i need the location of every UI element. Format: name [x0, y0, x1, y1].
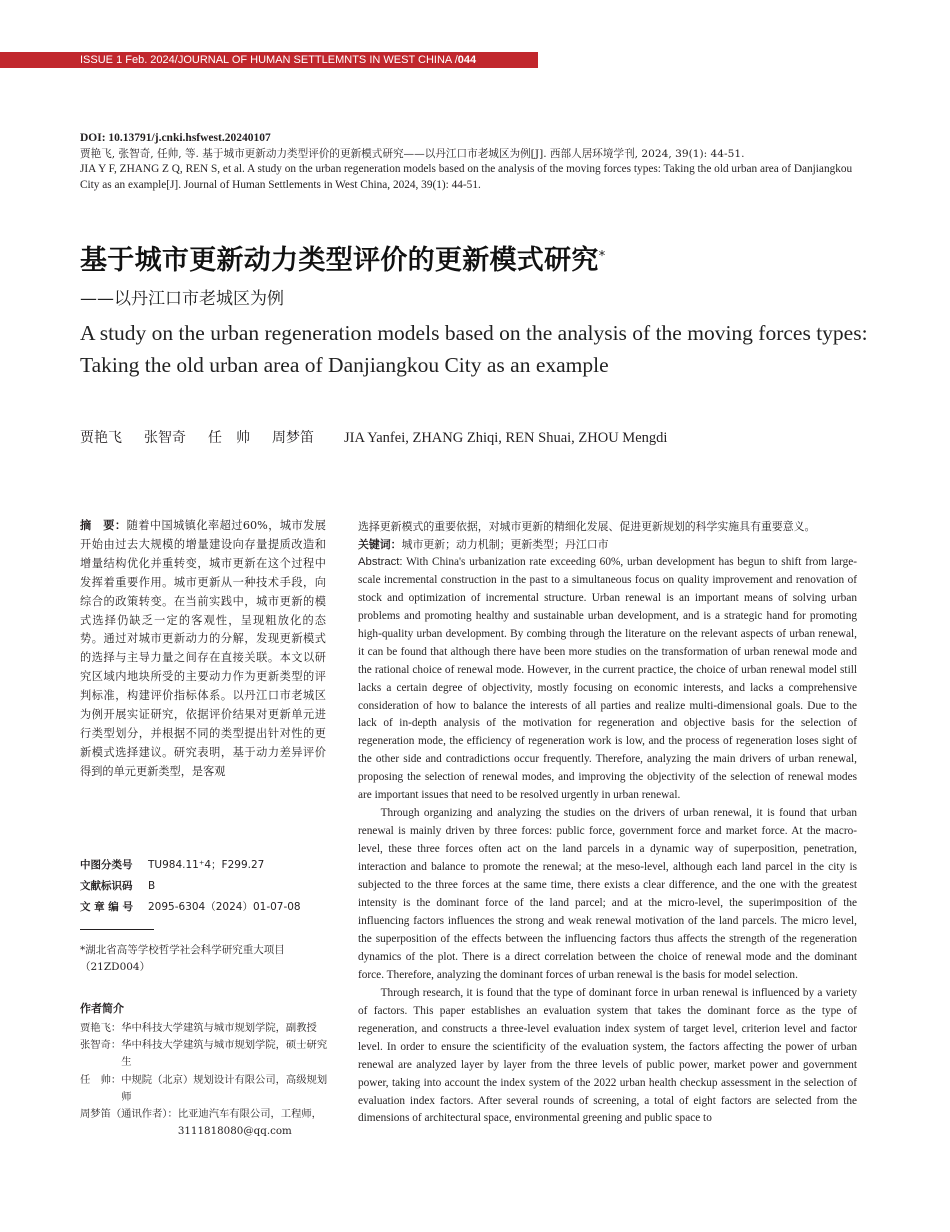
- clc-row: 中图分类号 TU984.11⁺4；F299.27: [80, 859, 265, 871]
- author-bio: 贾艳飞： 华中科技大学建筑与城市规划学院，副教授: [80, 1022, 317, 1034]
- author-bio: 周梦笛（通讯作者）： 比亚迪汽车有限公司，工程师，3111818080@qq.com: [80, 1108, 322, 1138]
- author-cn: 任 帅: [208, 430, 250, 446]
- classification-info: [80, 855, 330, 918]
- keywords-label: 关键词：: [358, 537, 402, 551]
- author-bio: 任 帅： 中规院（北京）规划设计有限公司，高级规划师: [80, 1073, 328, 1103]
- abstract-en-label: Abstract:: [358, 555, 403, 568]
- authors-en: JIA Yanfei, ZHANG Zhiqi, REN Shuai, ZHOU Mengdi: [344, 430, 668, 446]
- article-number-row: 文 章 编 号 2095-6304（2024）01-07-08: [80, 901, 301, 913]
- author-cn: 张智奇: [144, 430, 186, 446]
- abstract-cn-label: 摘 要：: [80, 519, 127, 532]
- abstract-cn-continuation: 选择更新模式的重要依据，对城市更新的精细化发展、促进更新规划的科学实施具有重要意义。: [358, 520, 816, 533]
- abstract-cn: 摘 要：随着中国城镇化率超过60%，城市发展开始由过去大规模的增量建设向存量提质改造和增量结构优化并重转变，城市更新在这个过程中发挥着重要作用。城市更新从一种技术手段，向综合的政策转变。在当前实践中，城市更新的模式选择仍缺乏一定的客观性，呈现粗放化的态势。通过对城市更新动力的分解，发现更新模式的选择与主导力量之间存在直接关联。本文以研究区域内地块所受的主要动力作为更新类型的评判标准，构建评价指标体系。以丹江口市老城区为例开展实证研究，依据评价结果对更新单元进行类型划分，并根据不同的类型提出针对性的更新模式选择建议。研究表明，基于动力差异评价得到的单元更新类型，是客观: [80, 519, 326, 778]
- page-number: 044: [457, 54, 477, 66]
- abstract-en-p3: Through research, it is found that the type of dominant force in urban renewal is influenced by a variety of factors. This paper establishes an evaluation system that takes the dominant force as the type of regeneration, and constructs a three-level evaluation index system of target level, criterion level and factor level. In order to ensure the scientificity of the evaluation system, the factors affecting the power of urban renewal are analyzed layer by layer from the three levels of public power, market power and government power, taking into account the index system of the 2022 urban health checkup assessment in the selection of evaluation index factors. After several rounds of screening, a total of eight factors are selected from the dimensions of architectural space, environmental greening and public space to: [358, 986, 857, 1125]
- author-bios: [80, 1020, 332, 1140]
- keywords-cn: 关键词：城市更新；动力机制；更新类型；丹江口市: [358, 537, 609, 551]
- abstract-cn-column: [80, 517, 326, 782]
- authors: [80, 428, 667, 449]
- citation-cn: 贾艳飞, 张智奇, 任帅, 等. 基于城市更新动力类型评价的更新模式研究——以丹江口市老城区为例[J]. 西部人居环境学刊, 2024, 39(1): 44-51.: [80, 147, 745, 160]
- abstract-en-p1: Abstract: With China's urbanization rate exceeding 60%, urban development has begun to shift from large-scale incremental construction in the past to a simultaneous focus on quality improvement and renovation of stock and optimization of incremental structure. Urban renewal is an important means of solving urban problems and promoting healthy and sustainable urban development, and is a strategic hand for promoting high-quality urban development. By combing through the literature on the relevant aspects of urban renewal, it can be found that although there have been more studies on the transformation of urban renewal mode and the rational choice of renewal mode. However, in the current practice, the choice of urban renewal model still lacks a certain degree of objectivity, mostly focusing on economic interests, and lacks a comprehensive consideration of how to balance the interests of all parties and realize multi-dimensional goals. Due to the lack of in-depth analysis of the motivation for regeneration and objective basis for the selection of regeneration mode, the efficiency of regeneration work is low, and the process of regeneration loses sight of the other side and contradictions occur frequently. Therefore, analyzing the main drivers of urban renewal, proposing the selection of renewal modes, and improving the objectivity of the selection of renewal modes are important issues that need to be resolved urgently in urban renewal.: [358, 555, 857, 802]
- author-cn: 周梦笛: [272, 430, 314, 446]
- title-en: A study on the urban regeneration models based on the analysis of the moving forces types: Taking the old urban area of Danjiangkou City as an example: [80, 321, 868, 377]
- doi: DOI: 10.13791/j.cnki.hsfwest.20240107: [80, 132, 271, 144]
- right-column: [358, 518, 857, 1128]
- author-bios-heading: 作者简介: [80, 1002, 124, 1015]
- subtitle-cn: ——以丹江口市老城区为例: [80, 289, 284, 309]
- journal-header-band: [0, 52, 538, 68]
- running-title: ISSUE 1 Feb. 2024/JOURNAL OF HUMAN SETTLEMNTS IN WEST CHINA /044: [80, 54, 477, 66]
- funding-note: *湖北省高等学校哲学社会科学研究重大项目（21ZD004）: [80, 944, 285, 973]
- abstract-en-p2: Through organizing and analyzing the studies on the drivers of urban renewal, it is found that urban renewal is mainly driven by three forces: public force, government force and market force. At the macro-level, these three forces often act on the land parcels in a dynamic way of superposition, penetration, interaction and balance to promote the renewal; at the meso-level, although each land parcel in the city is subjected to the three forces at the same time, there exists a clear difference, and the one with the greatest intensity is the dominant force of the land parcel; and at the micro-level, the superimposition of the influencing factors influences the strong and weak renewal motivation of the land parcels. The micro level, the superposition of the effects between the influencing factors thus affects the strength of the regeneration dynamics of the plot. There is a direct correlation between the choice of renewal mode and the dominant force. Therefore, analyzing the dominant forces of urban renewal is the basis for model selection.: [358, 807, 857, 981]
- author-bio: 张智奇： 华中科技大学建筑与城市规划学院，硕士研究生: [80, 1039, 328, 1069]
- title-cn: 基于城市更新动力类型评价的更新模式研究*: [80, 245, 606, 276]
- title-footnote-mark: *: [598, 249, 606, 264]
- author-cn: 贾艳飞: [80, 430, 122, 446]
- citation-en: JIA Y F, ZHANG Z Q, REN S, et al. A study on the urban regeneration models based on the analysis of the moving forces types: Taking the old urban area of Danjiangkou City as an example[J]. Journal of Human Settlements in West China, 2024, 39(1): 44-51.: [80, 163, 853, 191]
- footnote-divider: [80, 929, 154, 930]
- reference-block: [80, 131, 870, 193]
- doc-code-row: 文献标识码 B: [80, 880, 156, 892]
